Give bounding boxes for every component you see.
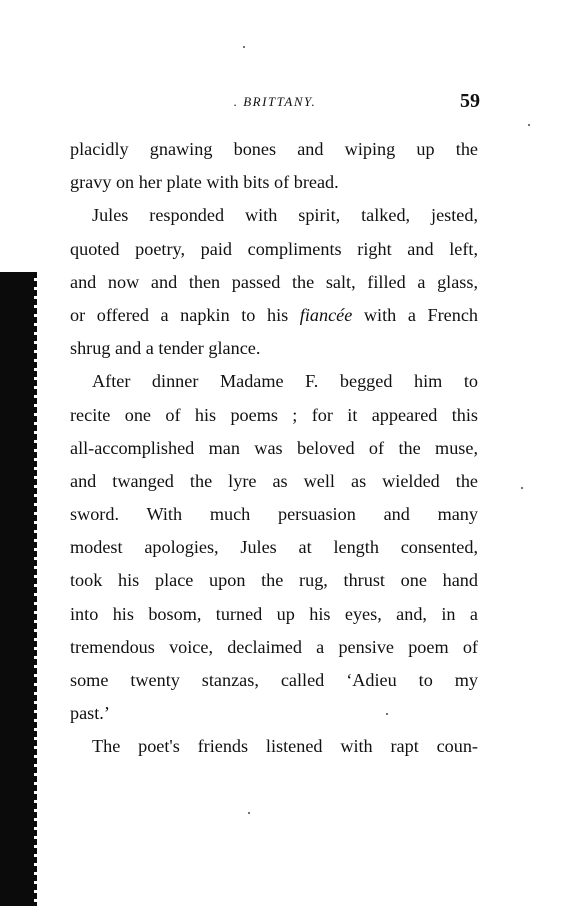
text-line: The poet's friends listened with rapt coun- (92, 736, 478, 757)
scan-speck (386, 713, 388, 715)
text-line (70, 299, 478, 332)
text-line: all-accomplished man was beloved of the muse, (70, 437, 478, 458)
text-line: placidly gnawing bones and wiping up the (70, 139, 478, 159)
text-line: tremendous voice, declaimed a pensive poem of (70, 636, 478, 657)
binding-edge (0, 272, 34, 906)
text-line: gravy on her plate with bits of bread. (70, 172, 339, 193)
text-line: sword. With much persuasion and many (70, 504, 478, 525)
scan-speck (248, 812, 250, 814)
text-segment: with a French (352, 304, 478, 325)
text-line: shrug and a tender glance. (70, 338, 261, 359)
text-line: into his bosom, turned up his eyes, and, in a (70, 603, 478, 624)
running-head: . BRITTANY. (233, 94, 317, 109)
page-number: 59 (460, 90, 480, 112)
text-line: and now and then passed the salt, filled a glass, (70, 271, 478, 292)
text-segment: or offered a napkin to his (70, 304, 300, 325)
italic-word: fiancée (299, 304, 353, 325)
scan-speck (528, 124, 530, 126)
text-line: After dinner Madame F. begged him to (92, 371, 478, 392)
text-line: quoted poetry, paid compliments right and left, (70, 238, 478, 259)
scan-speck (521, 487, 523, 489)
scan-speck (243, 46, 245, 48)
text-line: recite one of his poems ; for it appeared this (70, 404, 478, 425)
body-text (70, 133, 478, 764)
text-line: Jules responded with spirit, talked, jested, (92, 205, 478, 226)
text-line: some twenty stanzas, called ‘Adieu to my (70, 670, 478, 690)
text-line: and twanged the lyre as well as wielded the (70, 470, 478, 491)
text-line: modest apologies, Jules at length consented, (70, 537, 478, 558)
page-header (70, 92, 480, 116)
text-line: past.’ (70, 703, 110, 724)
text-line: took his place upon the rug, thrust one hand (70, 570, 478, 591)
